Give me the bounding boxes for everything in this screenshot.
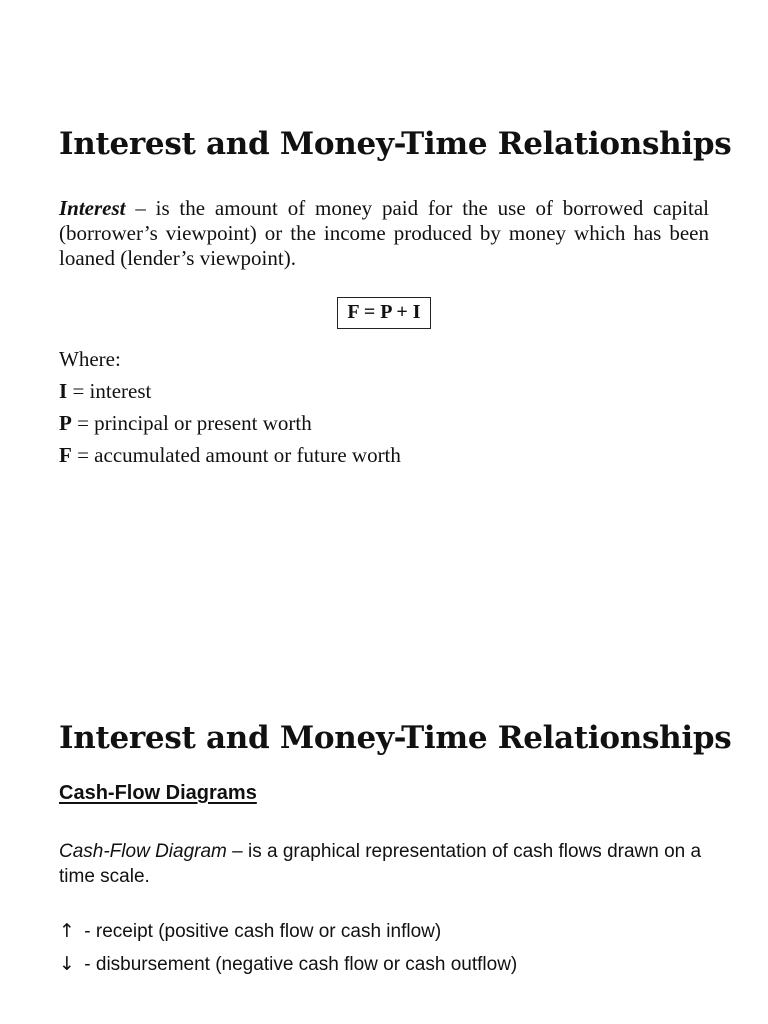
variable-item-future (59, 439, 709, 471)
slide-interest (59, 122, 732, 471)
down-arrow-icon: ↓ (59, 953, 75, 975)
interest-definition (59, 196, 709, 271)
variable-symbol: I (59, 379, 68, 403)
section-subheading: Cash-Flow Diagrams (59, 782, 257, 804)
slide-title: Interest and Money-Time Relationships (59, 126, 732, 162)
definition-term: Interest (59, 196, 126, 220)
symbol-legend (59, 915, 709, 981)
slide-title: Interest and Money-Time Relationships (59, 720, 732, 756)
cash-flow-definition (59, 839, 709, 889)
variable-description: = accumulated amount or future worth (71, 443, 401, 467)
variable-symbol: P (59, 411, 72, 435)
formula-box: F = P + I (337, 297, 430, 329)
definition-text: – is a graphical representation of cash flows drawn on a time scale. (59, 841, 702, 887)
slide-cash-flow (59, 716, 732, 981)
variable-legend (59, 343, 709, 471)
definition-term: Cash-Flow Diagram (59, 841, 227, 862)
symbol-description: - disbursement (negative cash flow or cash outflow) (79, 954, 518, 975)
symbol-item-receipt (59, 915, 709, 948)
variable-symbol: F (59, 443, 72, 467)
symbol-description: - receipt (positive cash flow or cash inflow) (79, 921, 442, 942)
formula-container (59, 297, 709, 329)
up-arrow-icon: ↑ (59, 920, 75, 942)
definition-text: – is the amount of money paid for the use of borrowed capital (borrower’s viewpoint) or the income produced by money which has been loaned (lender’s viewpoint). (59, 196, 709, 270)
where-label: Where: (59, 347, 121, 371)
variable-item-interest (59, 375, 709, 407)
variable-item-principal (59, 407, 709, 439)
symbol-item-disbursement (59, 948, 709, 981)
variable-description: = interest (67, 379, 152, 403)
variable-description: = principal or present worth (71, 411, 312, 435)
